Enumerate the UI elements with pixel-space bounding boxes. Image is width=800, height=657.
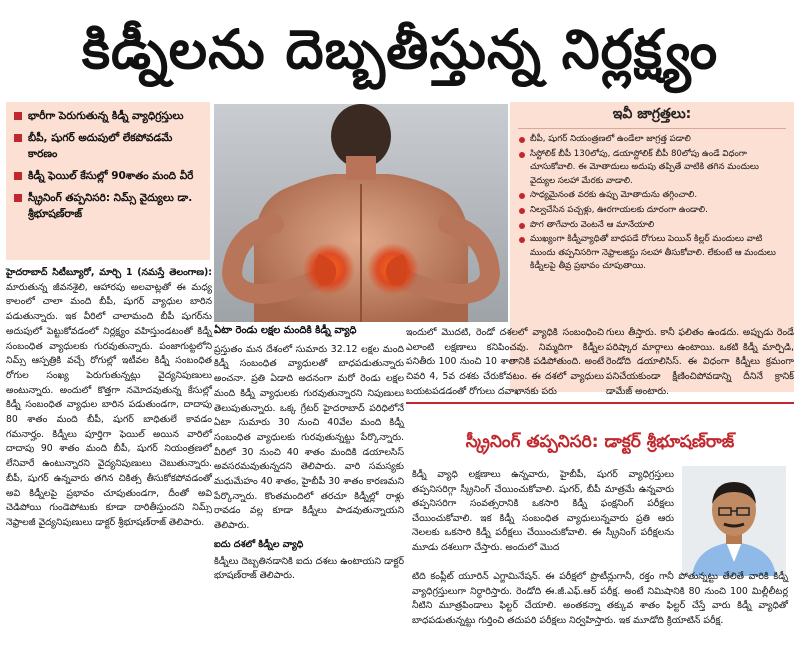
article-text: మారుతున్న జీవనశైలి, ఆహారపు అలవాట్లతో ఈ మధ్య కాలంలో చాలా మంది బీపీ, షుగర్ వ్యాధుల బారిన పడుతున్నారు. ఇక వీరిలో చాలామంది బీపీ షుగర్‌ను అదుపులో పెట్టుకోవడంలో నిర్లక్ష్యం వహిస్తుండటంతో కిడ్నీ సంబంధిత వ్యాధులకు గురవుతున్నారు. పంజాగుట్టలోని నిమ్స్ ఆస్పత్రికి వచ్చే రోగుల్లో ఇటీవల కిడ్నీ సంబంధిత రోగుల సంఖ్య పెరుగుతున్నట్లు వైద్యనిపుణులు అంటున్నారు. అందులో కొత్తగా నమోదవుతున్న కేసుల్లో కిడ్నీ సంబంధిత వ్యాధుల బారిన పడుతుండగా, దాదాపు 80 శాతం మంది బీపీ, షుగర్ బాధితులే కావడం గమనార్హం. కిడ్నీలు పూర్తిగా ఫెయిల్ అయిన వారిలో దాదాపు 90 శాతం మంది బీపీ, షుగర్ నియంత్రణలో లేనివారే ఉంటున్నారని వైద్యనిపుణులు చెబుతున్నారు. బీపీ, షుగర్ ఉన్నవారు తగిన చికిత్స తీసుకోకపోవడంతో అవి కిడ్నీలపై ప్రభావం చూపుతుండగా, దీంతో అవి చెడిపోయి గుండెపోటుకు కూడా దారితీస్తుందని నిమ్స్ నెఫ్రాలజీ వైద్యనిపుణులు డాక్టర్ శ్రీభూషణ్‌రాజ్ తెలిపారు. (6, 281, 212, 528)
round-bullet-icon (519, 137, 525, 143)
article-column-3 (406, 326, 604, 396)
tip-text: సాధ్యమైనంత వరకు ఉప్పు మోతాదును తగ్గించాలి. (530, 190, 698, 201)
screening-section (406, 402, 794, 654)
screening-text: కిడ్నీ వ్యాధి లక్షణాలు ఉన్నవారు, హైబీపీ, షుగర్ వ్యాధిగ్రస్తులు తప్పనిసరిగ్గా స్క్రీనింగ్ చేయించుకోవాలి. షుగర్, బీపీ మాత్రమే ఉన్నవారు తప్పనిసరిగా సంవత్సరానికి ఒకసారి కిడ్నీ ఫంక్షనింగ్ పరీక్షలు చేయించుకోవాలి. ఇక కిడ్నీ సంబంధిత వ్యాధులున్నవారు ప్రతి ఆరు నెలలకు ఒకసారి కిడ్నీ పరీక్షలు చేయించుకోవాలి. ఈ స్క్రీనింగ్ పరీక్షలను మూడు దశలుగా చేస్తారు. అందులో మొద (412, 469, 674, 553)
square-bullet-icon (14, 134, 22, 142)
kidney-illustration-photo (214, 104, 508, 322)
doctor-portrait-icon (682, 466, 786, 576)
dateline: హైదరాబాద్ సిటీబ్యూరో, మార్చి 1 (నమస్తే తెలంగాణ): (6, 267, 212, 278)
highlight-text: బీపీ, షుగర్ అదుపులో లేకపోవడమే కారణం (28, 132, 173, 160)
tip-text: బీపీ, షుగర్ నియంత్రణలో ఉండేలా జాగ్రత్త పడాలి (530, 134, 691, 144)
tip-item (518, 133, 786, 147)
round-bullet-icon (519, 223, 525, 229)
tip-text: ముఖ్యంగా కిడ్నీవ్యాధితో బాధపడే రోగులు పెయిన్ కిల్లర్ మందులు వాటి ముందు తప్పనిసరిగా నెఫ్రాలజిస్టు సలహా తీసుకోవాలి. లేకుంటే ఆ మందులు కిడ్నీలపై తీవ్ర ప్రభావం చూపుతాయి. (530, 234, 776, 272)
article-column-2 (214, 326, 404, 652)
tips-title: ఇవీ జాగ్రత్తలు: (518, 106, 786, 129)
round-bullet-icon (519, 193, 525, 199)
screening-title: స్క్రీనింగ్ తప్పనిసరి: డాక్టర్ శ్రీభూషణ్‌రాజ్ (465, 432, 735, 452)
square-bullet-icon (14, 194, 22, 202)
article-text: ఇందులో మొదటి, రెండో దశలలో వ్యాధికి సంబంధించి ఎలాంటి లక్షణాలు కనిపించవు. నిమ్మదిగా కిడ్నీల పనితీరు 100 నుంచి 10 శాతానికి పడిపోతుంది. అంటే చివరి 4, 5వ దశకు చేరుకోవటం. ఈ దశలో వ్యాధులు బయటపడడంతో రోగులు దవాఖానకు పరు (406, 327, 604, 397)
article-column-1 (6, 266, 212, 652)
highlight-item (12, 168, 204, 184)
tip-text: పొగ తాగేవారు వెంటనే ఆ మానేయాలి (530, 219, 655, 230)
doctor-photo (682, 466, 786, 576)
article-text: ప్రస్తుతం మన దేశంలో సుమారు 32.12 లక్షల మంది కిడ్నీ సంబంధిత వ్యాధులతో బాధపడుతున్నారు అంచనా. ప్రతి ఏడాది అదనంగా మరో రెండు లక్షల మంది కిడ్నీ వ్యాధులకు గురవుతున్నారని నిపుణులు తెలుపుతున్నారు. ఒక్క గ్రేటర్ హైదరాబాద్ పరిధిలోనే ఏటా సుమారు 30 నుంచి 40వేల మంది కిడ్నీ సంబంధిత వ్యాధులకు గురవుతున్నట్టు పేర్కొన్నారు. వీరిలో 30 నుంచి 40 శాతం మందికి డయాలసిస్ అవసరమవుతున్నదని తెలిపారు. వారి సమస్యకు మధుమేహం 40 శాతం, హైబీపీ 30 శాతం కారణమని పేర్కొన్నారు. కొంతమందిలో తరచూ కిడ్నీల్లో రాళ్లు రావడం వల్ల కూడా కిడ్నీలు పాడవుతున్నాయని తెలిపారు. (214, 343, 404, 532)
tip-item (518, 204, 786, 218)
round-bullet-icon (519, 208, 525, 214)
highlight-item (12, 130, 204, 162)
highlight-item (12, 190, 204, 222)
highlights-box (6, 102, 210, 260)
tip-item (518, 189, 786, 203)
square-bullet-icon (14, 172, 22, 180)
round-bullet-icon (519, 237, 525, 243)
section-heading: ఏటా రెండు లక్షల మందికి కిడ్నీ వ్యాధి (214, 325, 357, 336)
back-pain-figure-icon (214, 104, 508, 322)
tip-text: సిస్టోలిక్ బీపీ 130లోపు, డయాస్టోలిక్ బీపీ 80లోపు ఉండే విధంగా చూసుకోవాలి. ఈ మోతాదులు అదుపు తప్పితే వాటికి తగిన మందులు వైద్యుల సలహా మేరకు వాడాలి. (530, 148, 759, 186)
article-text: కిడ్నీలు దెబ్బతినడానికి ఐదు దశలు ఉంటాయని డాక్టర్ భూషణ్‌రాజ్ తెలిపారు. (214, 555, 404, 582)
tip-text: నిల్వచేసిన పచ్చళ్లు, ఊరగాయలకు దూరంగా ఉండాలి. (530, 204, 708, 215)
round-bullet-icon (519, 152, 525, 158)
screening-text: టిది కంప్లీట్ యూరిన్ ఎగ్జామినేషన్. ఈ పరీక్షలో ప్రొటీన్లుగానీ, రక్తం గానీ పోతున్నట్టు తేలితే వారికి కిడ్నీ వ్యాధిగ్రస్తులుగా నిర్ధారిస్తారు. రెండోది ఈ.జీ.ఎఫ్.ఆర్ పరీక్ష. అంటే నిమిషానికి 80 నుంచి 100 మిల్లీలీటర్ల నీటిని మూత్రపిండాలు ఫిల్టర్ చేయాలి. అంతకన్నా తక్కువ శాతం ఫిల్టర్ చేస్తే వారు కిడ్నీ వ్యాధితో బాధపడుతున్నట్టు గుర్తించి తదుపరి పరీక్షలు నిర్వహిస్తారు. ఇక మూడోది క్రియాటిన్ పరీక్ష. (412, 571, 788, 626)
tips-list (518, 133, 786, 274)
article-column-4 (606, 326, 794, 396)
highlight-text: భారీగా పెరుగుతున్న కిడ్నీ వ్యాధిగ్రస్తులు (28, 110, 184, 122)
tip-item (518, 219, 786, 233)
highlight-text: కిడ్నీ ఫెయిల్ కేసుల్లో 90శాతం మంది వీరే (28, 170, 194, 182)
tip-item (518, 233, 786, 274)
highlight-text: స్క్రీనింగ్ తప్పనిసరి: నిమ్స్ వైద్యులు డా. శ్రీభూషణ్‌రాజ్ (28, 192, 193, 220)
headline: కిడ్నీలను దెబ్బతీస్తున్న నిర్లక్ష్యం (81, 18, 719, 81)
section-subhead: ఐదు దశలో కిడ్నీల వ్యాధి (214, 538, 304, 550)
highlights-list (12, 108, 204, 222)
article-text: గులు తీస్తారు. కానీ ఫలితం ఉండదు. అప్పుడు రెండే పరిష్కార మార్గాలు ఉంటాయి. ఒకటి కిడ్నీ మార్పిడి, రెండోది డయాలిసిస్. ఈ విధంగా కిడ్నీలు క్రమంగా పనిచేయకుండా క్షీణించిపోవడాన్ని దీనినే క్రానిక్ డామేజ్ అంటారు. (606, 327, 794, 397)
highlight-item (12, 108, 204, 124)
square-bullet-icon (14, 112, 22, 120)
tip-item (518, 148, 786, 189)
